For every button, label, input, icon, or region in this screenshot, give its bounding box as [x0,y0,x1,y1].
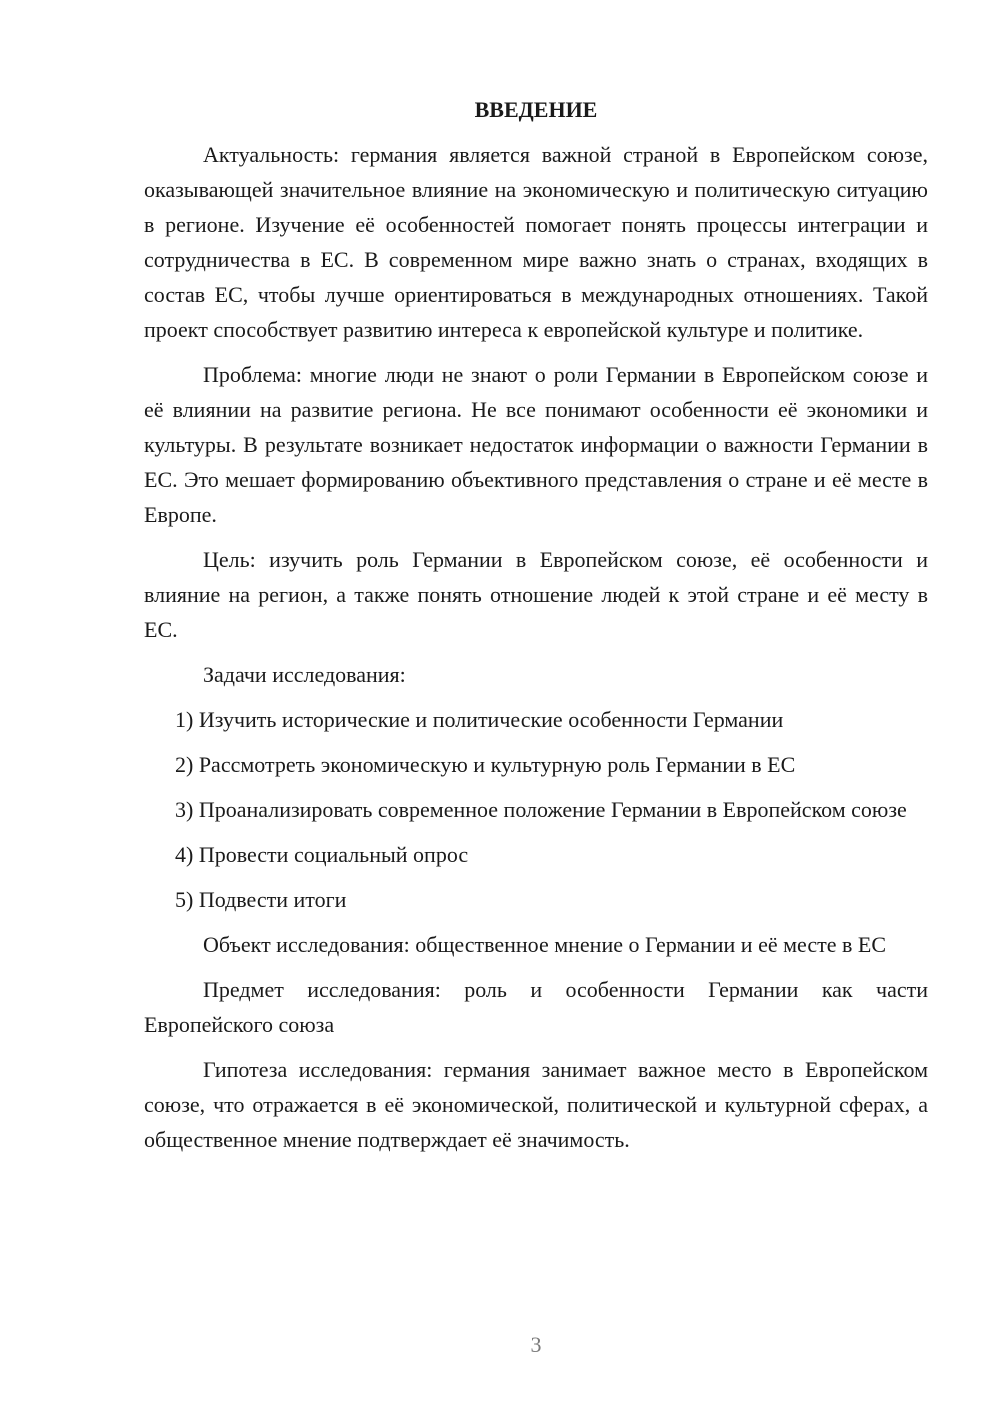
section-heading: ВВЕДЕНИЕ [474,97,598,122]
task-item-1: 1) Изучить исторические и политические особенности Германии [175,707,784,732]
task-item-2: 2) Рассмотреть экономическую и культурную роль Германии в ЕС [175,752,796,777]
page-number: 3 [530,1332,542,1357]
task-item-3: 3) Проанализировать современное положение Германии в Европейском союзе [175,797,907,822]
document-body [144,92,928,1167]
paragraph-object: Объект исследования: общественное мнение о Германии и её месте в ЕС [203,932,886,957]
task-item-5: 5) Подвести итоги [175,887,347,912]
tasks-title: Задачи исследования: [203,662,406,687]
paragraph-subject: Предмет исследования: роль и особенности Германии как части Европейского союза [144,977,928,1037]
paragraph-problem: Проблема: многие люди не знают о роли Германии в Европейском союзе и её влиянии на развитие региона. Не все понимают особенности её экономики и культуры. В результате возникает недостаток информации о важности Германии в ЕС. Это мешает формированию объективного представления о стране и её месте в Европе. [144,362,928,527]
paragraph-relevance: Актуальность: германия является важной страной в Европейском союзе, оказывающей значительное влияние на экономическую и политическую ситуацию в регионе. Изучение её особенностей помогает понять процессы интеграции и сотрудничества в ЕС. В современном мире важно знать о странах, входящих в состав ЕС, чтобы лучше ориентироваться в международных отношениях. Такой проект способствует развитию интереса к европейской культуре и политике. [144,142,928,342]
paragraph-hypothesis: Гипотеза исследования: германия занимает важное место в Европейском союзе, что отражается в её экономической, политической и культурной сферах, а общественное мнение подтверждает её значимость. [144,1057,928,1152]
paragraph-goal: Цель: изучить роль Германии в Европейском союзе, её особенности и влияние на регион, а также понять отношение людей к этой стране и её месту в ЕС. [144,547,928,642]
task-item-4: 4) Провести социальный опрос [175,842,469,867]
